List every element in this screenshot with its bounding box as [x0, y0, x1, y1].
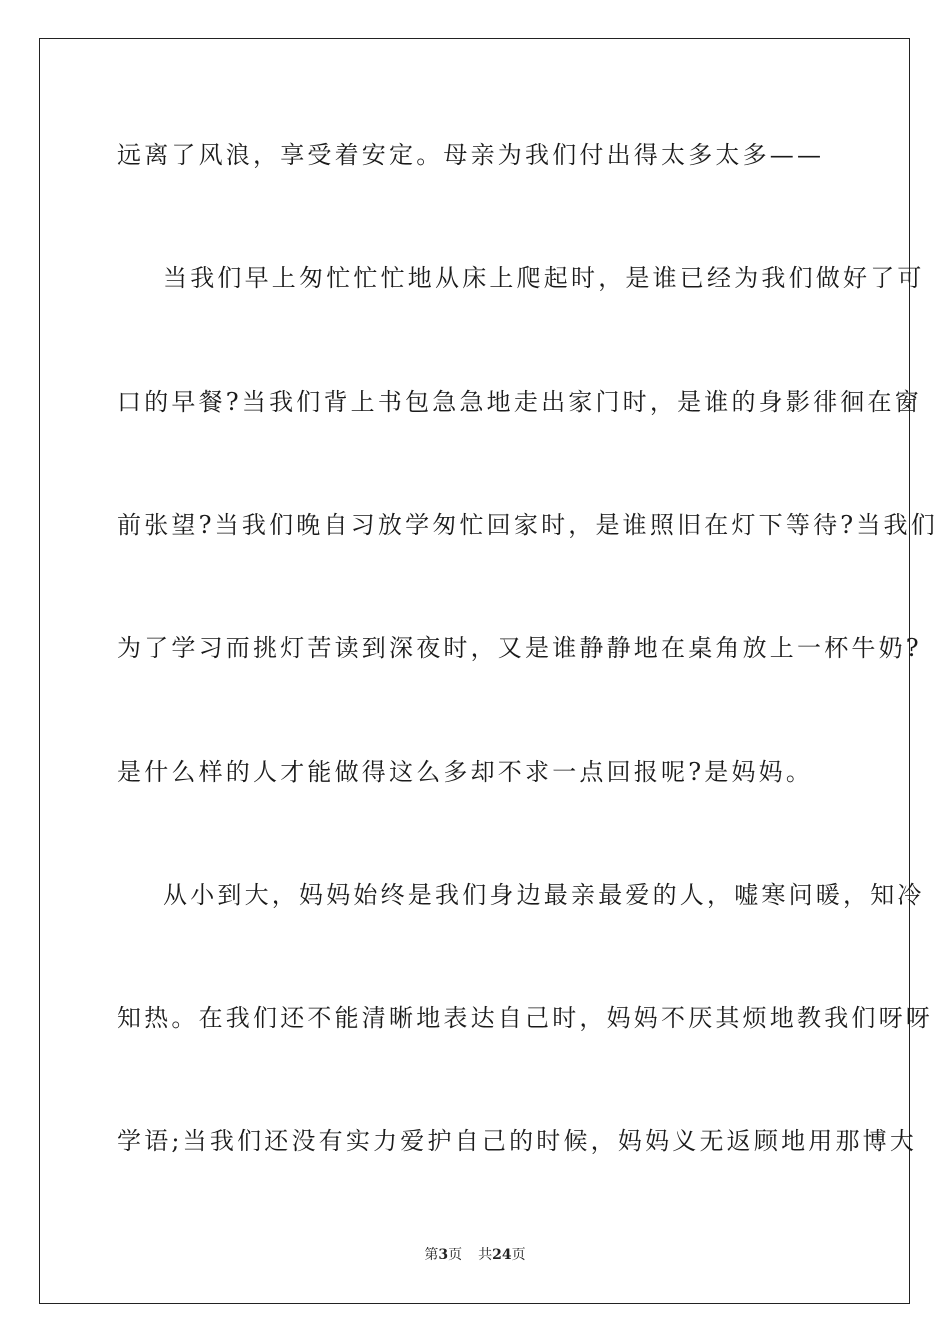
- page-suffix: 页: [448, 1247, 463, 1263]
- paragraph-first-line: 当我们早上匆忙忙忙地从床上爬起时，是谁已经为我们做好了可: [163, 264, 925, 292]
- total-pages: 24: [492, 1247, 512, 1263]
- text-line: 口的早餐?当我们背上书包急急地走出家门时，是谁的身影徘徊在窗: [117, 388, 922, 416]
- page-border: [39, 38, 938, 1304]
- text-line: 远离了风浪，享受着安定。母亲为我们付出得太多太多——: [117, 141, 825, 169]
- text-line: 前张望?当我们晚自习放学匆忙回家时，是谁照旧在灯下等待?当我们: [117, 511, 938, 539]
- total-suffix: 页: [511, 1247, 526, 1263]
- page-prefix: 第: [424, 1247, 439, 1263]
- text-line: 学语;当我们还没有实力爱护自己的时候，妈妈义无返顾地用那博大: [117, 1127, 918, 1155]
- page-footer: [0, 1246, 950, 1264]
- text-line: 是什么样的人才能做得这么多却不求一点回报呢?是妈妈。: [117, 758, 814, 786]
- text-line: 为了学习而挑灯苦读到深夜时，又是谁静静地在桌角放上一杯牛奶?: [117, 634, 922, 662]
- text-line: 知热。在我们还不能清晰地表达自己时，妈妈不厌其烦地教我们呀呀: [117, 1004, 933, 1032]
- total-prefix: 共: [478, 1247, 493, 1263]
- page-number: 3: [438, 1247, 449, 1263]
- paragraph-first-line: 从小到大，妈妈始终是我们身边最亲最爱的人，嘘寒问暖，知冷: [163, 881, 925, 909]
